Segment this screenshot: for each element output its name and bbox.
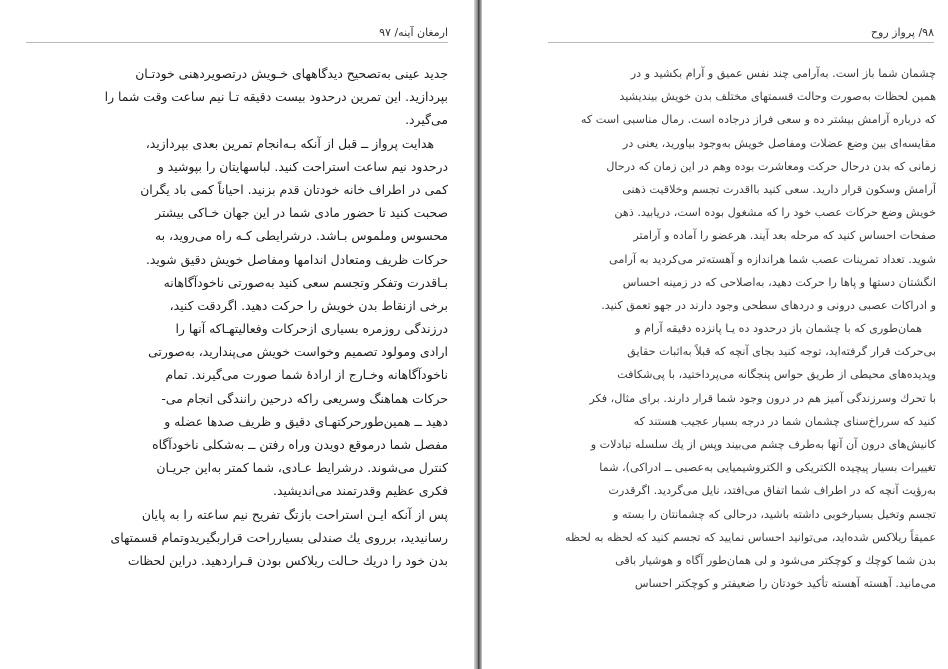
text-line: پس از آنکه ایـن استراحت بازتگ تفریح نیم ساعته را به پایان [141,506,448,522]
text-line: درحدود نیم ساعت استراحت کنید. لباسهایتان را بپوشید و [157,158,448,174]
text-line: مفصل شما درموقع دویدن وراه رفتن ــ به‌شکلی ناخودآگاه [152,437,448,452]
text-line: با تحرك وسرزندگی آمیز هم در درون وجود شما قرار دارند. برای مثال، فکر [589,391,936,405]
text-line: کمی در اطراف خانه خودتان قدم بزنید. احیاناً کمی باد یگران [140,181,448,197]
text-line: کنترل می‌شوند. درشرایط عـادی، شما کمتر به‌این جریـان [156,460,448,476]
text-line: عمیقاً ریلاکس شده‌اید، می‌توانید احساس نمایید که تجسم کنید که لحظه به لحظه [564,530,936,544]
text-line: ناخودآگاهانه وخـارج از ارادهٔ شما صورت می‌گیرند. تمام [165,367,448,383]
text-line: بـاقدرت وتفکر وتجسم سعی کنید به‌صورتی ناخودآگاهانه [163,274,448,290]
text-line: همین لحظات به‌صورت وحالت قسمتهای مختلف بدن خویش بیندیشید [619,90,936,104]
header-rule [26,42,448,43]
text-line: هدایت پرواز ــ قبل از آنکه بـه‌انجام تمرین بعدی بپردازید، [145,135,434,151]
running-header: ۹۸/ پرواز روح [870,26,934,39]
text-line: بی‌حرکت قرار گرفته‌اید، توجه کنید بجای آنچه که قبلاً به‌اثبات حقایق [627,345,936,359]
text-line: برخی ازنقاط بدن خویش را حرکت دهید. اگردقت کنید، [169,297,448,313]
text-line: صفحات احساس کنید که مرحله بعد آیند. هرعضو را آماده و آرامتر [633,229,936,243]
text-line: بدن شما کوچك و کوچکتر می‌شود و لی همان‌طور آگاه و هوشیار باقی [615,553,936,567]
text-line: مقایسه‌ای بین وضع عضلات ومفاصل خویش به‌وجود بیاورید، یعنی در [622,136,936,150]
text-line: و ادراکات عصبی درونی و دردهای سطحی وجود دارند در جهو تعمق کنید. [601,298,936,312]
text-line: حرکات ظریف ومتعادل اندامها ومفاصل خویش دقیق شوید. [145,251,448,267]
text-line: تغییرات بسیار پیچیده الکتریکی و الکتروشیمیایی به‌عصبی ــ ادراکی)، شما [599,461,936,475]
page-body-text [548,62,936,595]
text-line: زمانی که بدن درحال حرکت ومعاشرت بوده وهم در این زمان که درحال [606,159,936,173]
running-header: ارمغان آینه/ ۹۷ [379,26,448,39]
text-line: رسانیدید، برروی یك صندلی بسیارراحت قراربگیریدوتمام قسمتهای [110,529,448,545]
text-line: انگشتان دستها و پاها را حرکت دهید، به‌اصلاحی که در زمینه احساس [622,275,936,289]
text-line: تجسم وتخیل بسیارخوبی داشته باشید، درحالی که چشمانتان را بسته و [613,507,936,521]
text-line: وپدیده‌های محیطی از طریق حواس پنجگانه می‌پرداختید، با پی‌شکافت [617,368,936,382]
text-line: کنید که سرراخ‌سنای چشمان شما در درجه بسیار عجیب هستند که [633,414,936,428]
text-line: دهید ــ همین‌طورحرکتهـای دقیق و ظریف صدها عضله و [164,413,448,429]
right-page [482,0,948,669]
text-line: بدن خود را دریك حـالت ریلاکس بودن قـراردهید. دراین لحظات [127,552,448,568]
text-line: آرامش وسکون قرار دارید. سعی کنید بااقدرت تجسم وخلاقیت ذهنی [622,182,936,196]
text-line: درزندگی روزمره بسیاری ازحرکات وفعالیتهـاکه آنها را [175,321,448,337]
text-line: بپردازید. این تمرین درحدود بیست دقیقه تـا نیم ساعت وقت شما را [104,89,448,105]
text-line: به‌رؤیت آنچه که در اطراف شما اتفاق می‌افتد، نایل می‌گردید. اگرقدرت [608,484,936,498]
text-line: ارادی ومولود تصمیم وخواست خویش می‌پندارید، به‌صورتی [148,344,448,360]
page-body-text [22,62,448,572]
text-line: می‌گیرد. [405,112,448,128]
text-line: کانیش‌های درون آن آنها به‌طرف چشم می‌بیند وپس از یك سلسله تبادلات و [590,438,936,451]
text-line: چشمان شما باز است. به‌آرامی چند نفس عمیق و آرام بکشید و در [630,67,936,80]
book-spine-gutter [474,0,482,669]
text-line: شوید. تعداد تمرینات عصب شما هراندازه و آهسته‌تر می‌کردید به آرامی [609,252,936,266]
text-line: حرکات هماهنگ وسریعی راکه درحین رانندگی انجام می- [161,390,448,406]
header-rule [548,42,934,43]
text-line: می‌مانید. آهسته آهسته تأکید خودتان را ضعیفتر و کوچکتر احساس [634,577,936,591]
text-line: خویش وضع حرکات عصب خود را که مشغول بوده است، دریابید. ذهن [614,206,936,220]
text-line: که درباره آرامش بیشتر ده و سعی فراز درجاده است. رمال مناسبی است که [580,113,936,127]
text-line: جدید عینی به‌تصحیح دیدگاههای خـویش درتصویردهنی خودتـان [135,66,448,81]
text-line: همان‌طوری که با چشمان باز درحدود ده یـا پانزده دقیقه آرام و [635,322,922,336]
text-line: محسوس وملموس بـاشد. درشرایطی کـه راه می‌روید، به [154,228,448,244]
text-line: فکری عظیم وقدرتمند می‌اندیشید. [273,483,448,499]
text-line: صحبت کنید تا حضور مادی شما در این جهان خـاکی بیشتر [155,205,448,221]
